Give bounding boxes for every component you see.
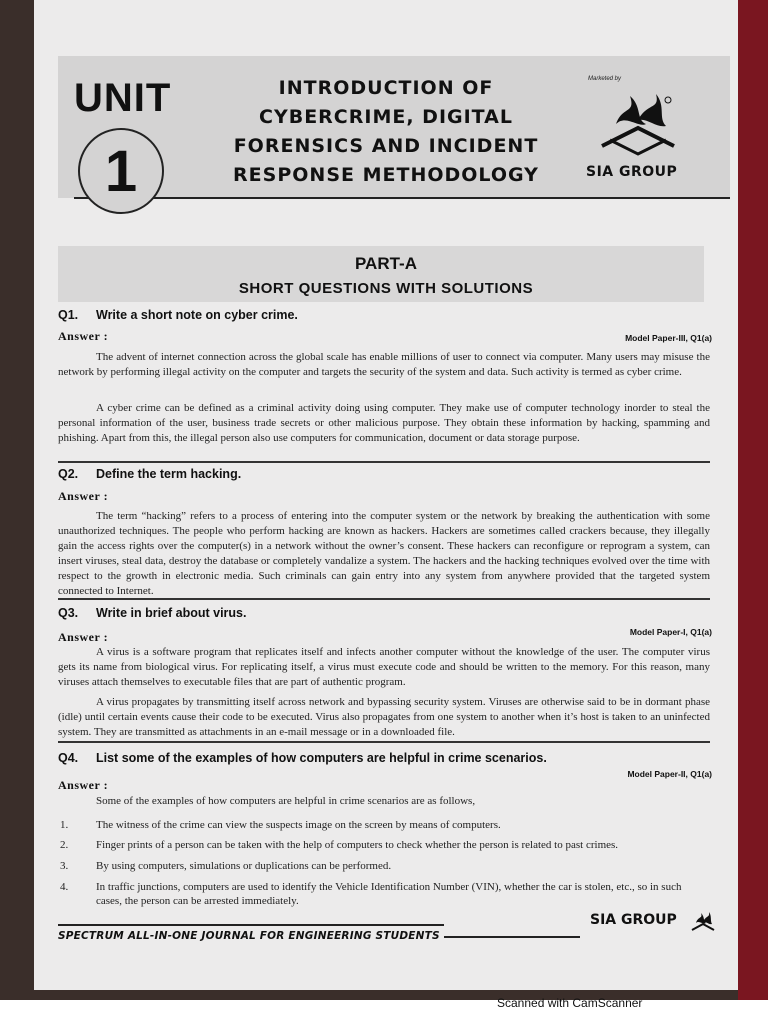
scanned-page — [34, 0, 738, 990]
question-text: Write a short note on cyber crime. — [96, 308, 298, 322]
unit-title — [206, 74, 566, 190]
question-heading — [58, 308, 298, 322]
footer-rule — [444, 936, 580, 938]
answer-paragraph: The advent of internet connection across the global scale has enable millions of user to connect via computer. Many users may misuse the network by performing illegal activity on the computer and targets the security of the system and data. Such activity is termed as cyber crime. — [58, 351, 710, 378]
photo-edge — [738, 0, 768, 1000]
answer-label: Answer : — [58, 489, 109, 503]
unit-number: 1 — [104, 138, 138, 204]
list-item-number: 2. — [60, 839, 69, 851]
list-item-text: In traffic junctions, computers are used to identify the Vehicle Identification Number (VIN), whether the car is stolen, etc., so in such cases, the person can be arrested immediately. — [96, 881, 682, 907]
answer-paragraph: A virus is a software program that replicates itself and infects another computer without the knowledge of the user. The computer virus gets its name from biological virus. For replicating itself, a virus must execute code and should be written to the memory. For this reason, many viruses attach themselves to executable files that are part of authentic program. — [58, 646, 710, 688]
footer-journal-title: SPECTRUM ALL-IN-ONE JOURNAL FOR ENGINEERING STUDENTS — [58, 930, 440, 942]
book-emblem-icon — [596, 84, 680, 158]
answer-paragraph: A cyber crime can be defined as a criminal activity doing using computer. They make use of computer technology inorder to steal the personal information of the user, business trade secrets or other malicious purpose. They obtain these information by hacking, spamming and phishing. Apart from this, the illegal person also use computers for communication, document or data storage purpose. — [58, 402, 710, 444]
list-item-text: The witness of the crime can view the suspects image on the screen by means of computers. — [96, 819, 501, 831]
unit-title-line: INTRODUCTION OF — [278, 77, 494, 99]
unit-title-line: CYBERCRIME, DIGITAL — [259, 106, 513, 128]
question-heading — [58, 606, 246, 620]
section-divider — [58, 461, 710, 463]
unit-number-badge — [78, 128, 164, 214]
footer-brand: SIA GROUP — [590, 912, 677, 928]
answer-paragraph: A virus propagates by transmitting itself across network and bypassing security system. Viruses are otherwise said to be in dormant phase (idle) until certain events cause their code to be executed. Virus also propagates from one system to another when it’s host is taken to an uninfected system. They are transmitted as attachments in an e-mail message or in a downloaded file. — [58, 696, 710, 738]
answer-label: Answer : — [58, 778, 109, 792]
logo-brand-name: SIA GROUP — [586, 164, 678, 180]
section-divider — [58, 741, 710, 743]
unit-title-line: RESPONSE METHODOLOGY — [233, 164, 539, 186]
header-rule — [74, 197, 730, 199]
question-heading — [58, 751, 547, 765]
question-number: Q1. — [58, 308, 79, 322]
question-number: Q4. — [58, 751, 79, 765]
list-item-number: 3. — [60, 860, 69, 872]
part-subtitle: SHORT QUESTIONS WITH SOLUTIONS — [238, 280, 534, 297]
scanner-watermark: Scanned with CamScanner — [497, 996, 643, 1010]
unit-label: UNIT — [74, 76, 172, 120]
model-paper-reference: Model Paper-I, Q1(a) — [629, 627, 712, 637]
list-item-number: 1. — [60, 819, 69, 831]
question-number: Q2. — [58, 467, 79, 481]
logo-marketed-by: Marketed by — [588, 76, 622, 82]
answer-label: Answer : — [58, 329, 109, 343]
answer-paragraph: The term “hacking” refers to a process of entering into the computer system or the network by breaking the authentication with some unauthorized techniques. The people who perform hacking are known as hackers. Hackers are sometimes called crackers because, they illegally gain the access rights over the computer(s) in a network without the owner’s consent. These hackers can reconfigure or reprogram a system, can insert viruses, steal data, destroy the database or completely vandalize a system. The hackers and the hacking techniques evolved over the time with respect to the growth in electronic media. Such criminals can gain entry into any system from anywhere provided that the targeted system connected to Internet. — [58, 510, 710, 597]
footer-rule — [58, 924, 444, 926]
model-paper-reference: Model Paper-III, Q1(a) — [625, 333, 712, 343]
question-text: List some of the examples of how computers are helpful in crime scenarios. — [96, 751, 547, 765]
question-text: Write in brief about virus. — [96, 606, 247, 620]
question-text: Define the term hacking. — [96, 467, 242, 481]
list-item-text: By using computers, simulations or duplications can be performed. — [96, 860, 392, 872]
question-number: Q3. — [58, 606, 79, 620]
sia-group-logo — [582, 72, 694, 190]
question-heading — [58, 467, 241, 481]
list-intro: Some of the examples of how computers are helpful in crime scenarios are as follows, — [96, 795, 476, 807]
answer-label: Answer : — [58, 630, 109, 644]
list-item-text: Finger prints of a person can be taken with the help of computers to check whether the person is related to past crimes. — [96, 839, 619, 851]
list-item-number: 4. — [60, 881, 69, 893]
model-paper-reference: Model Paper-II, Q1(a) — [627, 769, 712, 779]
section-divider — [58, 598, 710, 600]
sia-logo-icon — [690, 910, 716, 936]
unit-title-line: FORENSICS AND INCIDENT — [233, 135, 539, 157]
part-title: PART-A — [354, 254, 417, 273]
